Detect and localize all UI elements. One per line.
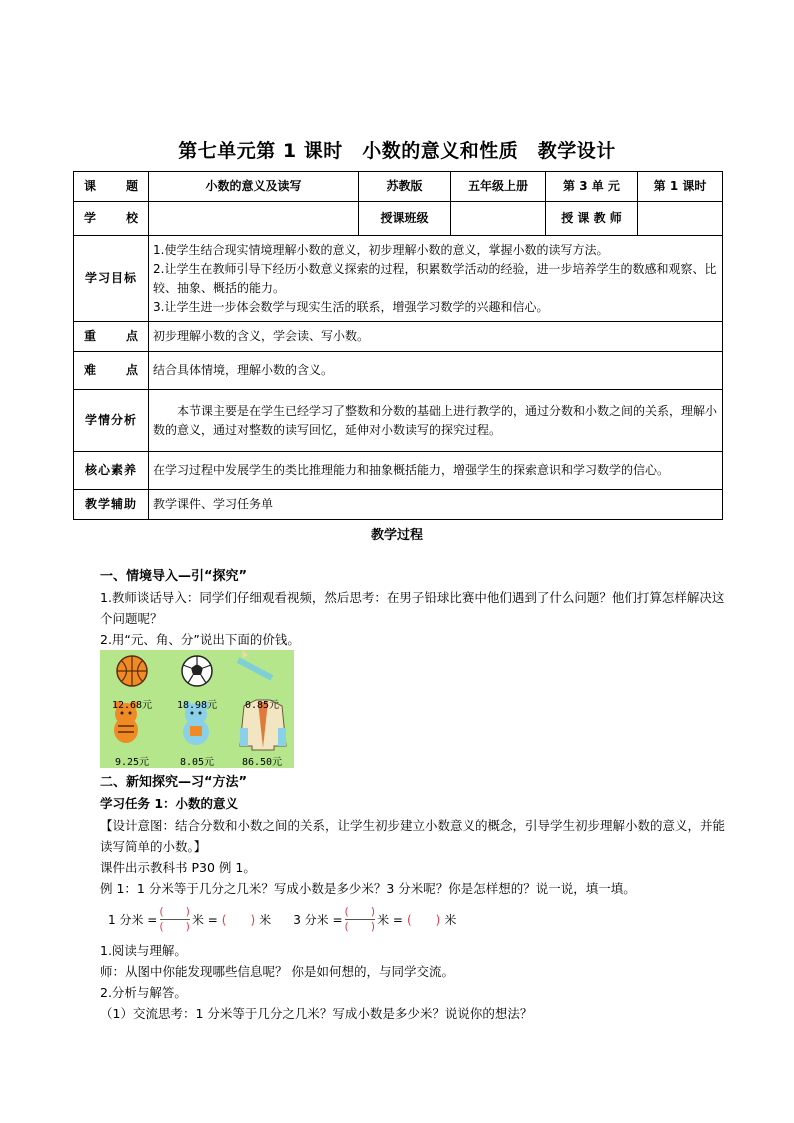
teacher-value[interactable] [638, 202, 723, 236]
row-difficulty [74, 352, 723, 390]
eq2-meter: 米 = [377, 913, 403, 927]
price-pencil: 0.85元 [244, 700, 280, 711]
section1-heading: 一、情境导入—引“探究” [100, 569, 248, 584]
price-tiger: 9.25元 [114, 757, 150, 768]
row-analysis [74, 390, 723, 452]
row-goals [74, 236, 723, 322]
lesson: 第 1 课时 [638, 172, 723, 202]
pencil-icon [237, 650, 273, 681]
label-core: 核心素养 [74, 452, 149, 490]
question-1: （1）交流思考：1 分米等于几分之几米？写成小数是多少米？说说你的想法？ [100, 1006, 533, 1021]
label-aid: 教学辅助 [74, 490, 149, 520]
example-1: 例 1：1 分米等于几分之几米？写成小数是多少米？3 分米呢？你是怎样想的？说一说，填一填。 [100, 881, 636, 896]
row-aid [74, 490, 723, 520]
school-value[interactable] [149, 202, 359, 236]
eq1-left: 1 分米 = [108, 913, 158, 927]
topic-value: 小数的意义及读写 [149, 172, 359, 202]
reading-step: 1.阅读与理解。 [100, 943, 187, 958]
goal-2: 2.让学生在教师引导下经历小数意义探索的过程，积累数学活动的经验，进一步培养学生的数感和观察、比较、抽象、概括的能力。 [153, 261, 717, 295]
fraction-2[interactable]: $\frac{( )}{( )}$ [344, 905, 376, 933]
label-goals: 学习目标 [74, 236, 149, 322]
label-topic: 课 题 [74, 172, 149, 202]
teacher-prompt: 师：从图中你能发现哪些信息呢？ 你是如何想的，与同学交流。 [100, 964, 454, 979]
section1-p2: 2.用“元、角、分”说出下面的价钱。 [100, 632, 300, 647]
goal-3: 3.让学生进一步体会数学与现实生活的联系，增强学习数学的兴趣和信心。 [153, 299, 549, 314]
label-analysis: 学情分析 [74, 390, 149, 452]
soccer-ball-icon [182, 656, 212, 686]
design-intent: 【设计意图：结合分数和小数之间的关系，让学生初步建立小数意义的概念，引导学生初步理解小数的意义，并能读写简单的小数。】 [100, 818, 726, 854]
price-coat: 86.50元 [241, 757, 283, 768]
row-core [74, 452, 723, 490]
teacher-label: 授 课 教 师 [546, 202, 638, 236]
row-key [74, 322, 723, 352]
fraction-exercise [108, 906, 456, 933]
goal-1: 1.使学生结合现实情境理解小数的意义，初步理解小数的意义，掌握小数的读写方法。 [153, 242, 609, 257]
goals-content [149, 236, 723, 322]
section2-heading: 二、新知探究—习“方法” [100, 775, 248, 790]
price-bear: 8.05元 [179, 757, 215, 768]
difficulty-content: 结合具体情境，理解小数的含义。 [149, 352, 723, 390]
key-content: 初步理解小数的含义，学会读、写小数。 [149, 322, 723, 352]
analysis-content: 本节课主要是在学生已经学习了整数和分数的基础上进行教学的，通过分数和小数之间的关系，理解小数的意义，通过对整数的读写回忆，延伸对小数读写的探究过程。 [149, 390, 723, 452]
price-soccer: 18.98元 [176, 700, 218, 711]
row-school [74, 202, 723, 236]
section1-p1: 1.教师谈话导入：同学们仔细观看视频，然后思考：在男子铅球比赛中他们遇到了什么问题？他们打算怎样解决这个问题呢？ [100, 590, 725, 626]
task-heading: 学习任务 1：小数的意义 [100, 796, 239, 811]
label-key: 重 点 [74, 322, 149, 352]
class-value[interactable] [451, 202, 546, 236]
courseware-note: 课件出示教科书 P30 例 1。 [100, 860, 256, 875]
grade: 五年级上册 [451, 172, 546, 202]
fraction-1[interactable]: $\frac{( )}{( )}$ [159, 905, 190, 933]
blank-1[interactable]: ( ) [221, 913, 256, 927]
label-school: 学 校 [74, 202, 149, 236]
eq1-meter: 米 = [191, 913, 218, 927]
publisher: 苏教版 [359, 172, 451, 202]
price-picture [100, 650, 294, 768]
eq2-left: 3 分米 = [293, 913, 343, 927]
analysis-step: 2.分析与解答。 [100, 985, 187, 1000]
basketball-icon [117, 656, 147, 686]
eq1-unit: 米 [259, 913, 272, 927]
eq2-unit: 米 [444, 913, 457, 927]
blank-2[interactable]: ( ) [406, 913, 441, 927]
unit: 第 3 单 元 [546, 172, 638, 202]
process-title: 教学过程 [370, 528, 423, 543]
row-topic [74, 172, 723, 202]
document-title: 第七单元第 1 课时 小数的意义和性质 教学设计 [178, 140, 616, 162]
core-content: 在学习过程中发展学生的类比推理能力和抽象概括能力，增强学生的探索意识和学习数学的信心。 [149, 452, 723, 490]
label-difficulty: 难 点 [74, 352, 149, 390]
price-basketball: 12.68元 [111, 700, 153, 711]
aid-content: 教学课件、学习任务单 [149, 490, 723, 520]
class-label: 授课班级 [359, 202, 451, 236]
lesson-info-table [73, 171, 723, 520]
